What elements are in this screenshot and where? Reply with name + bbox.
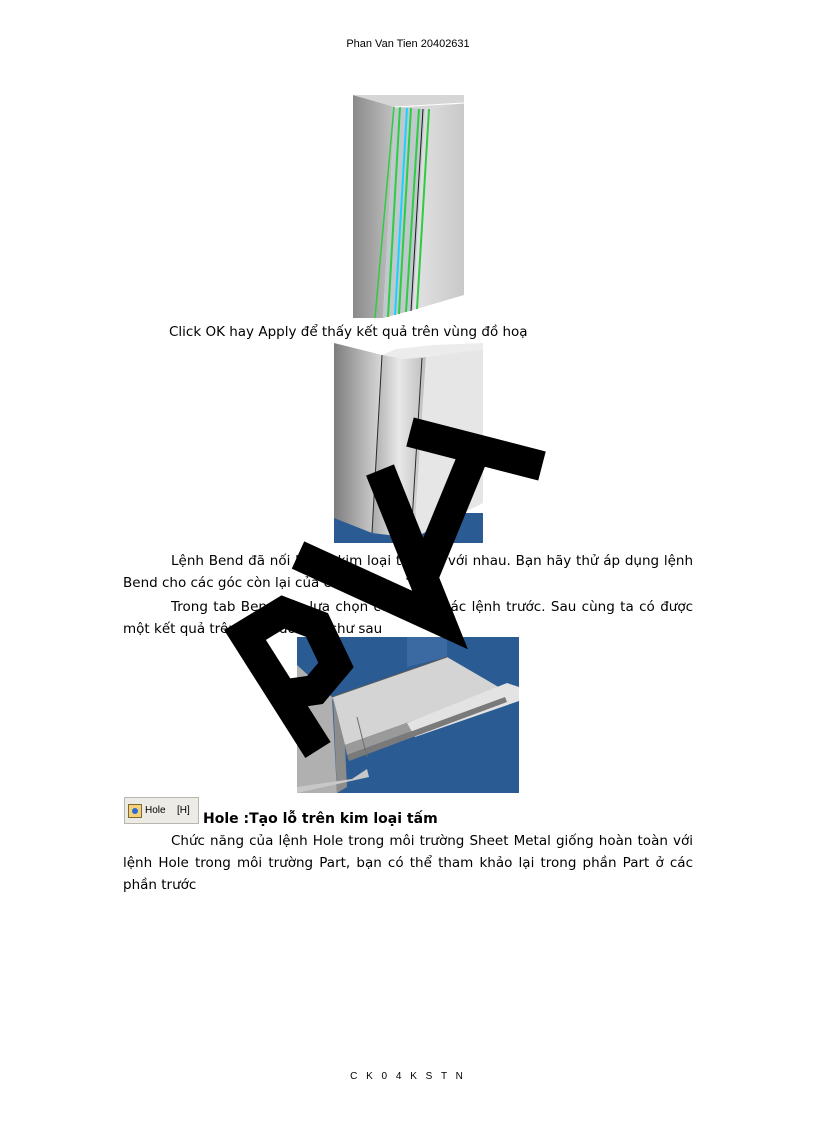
bend-tab-text: Trong tab Bend các lựa chọn cũng như các lệnh trước. Sau cùng ta có được một kết quả trên vùng đồ hoạ chư sau (123, 599, 693, 637)
hole-button-label: Hole (145, 805, 166, 816)
sheet-metal-result-image (297, 637, 519, 793)
hole-description-text: Chức năng của lệnh Hole trong môi trường Sheet Metal giống hoàn toàn với lệnh Hole trong môi trường Part, bạn có thể tham khảo lại trong phần Part ở các phần trước (123, 833, 693, 893)
click-ok-text: Click OK hay Apply để thấy kết quả trên vùng đồ hoạ (169, 324, 528, 340)
page-header: Phan Van Tien 20402631 (346, 38, 470, 50)
hole-heading: Hole :Tạo lỗ trên kim loại tấm (203, 811, 438, 827)
hole-icon (128, 804, 142, 818)
bend-preview-image (353, 95, 464, 318)
bend-result-text: Lệnh Bend đã nối liền 2 kim loại tấm lại với nhau. Bạn hãy thử áp dụng lệnh Bend cho các góc còn lại của chi tiết. (123, 553, 693, 591)
page-footer: C K 0 4 K S T N (350, 1071, 466, 1082)
hole-button-shortcut: [H] (177, 805, 190, 816)
bend-result-image (334, 343, 483, 543)
hole-button[interactable] (124, 797, 199, 824)
